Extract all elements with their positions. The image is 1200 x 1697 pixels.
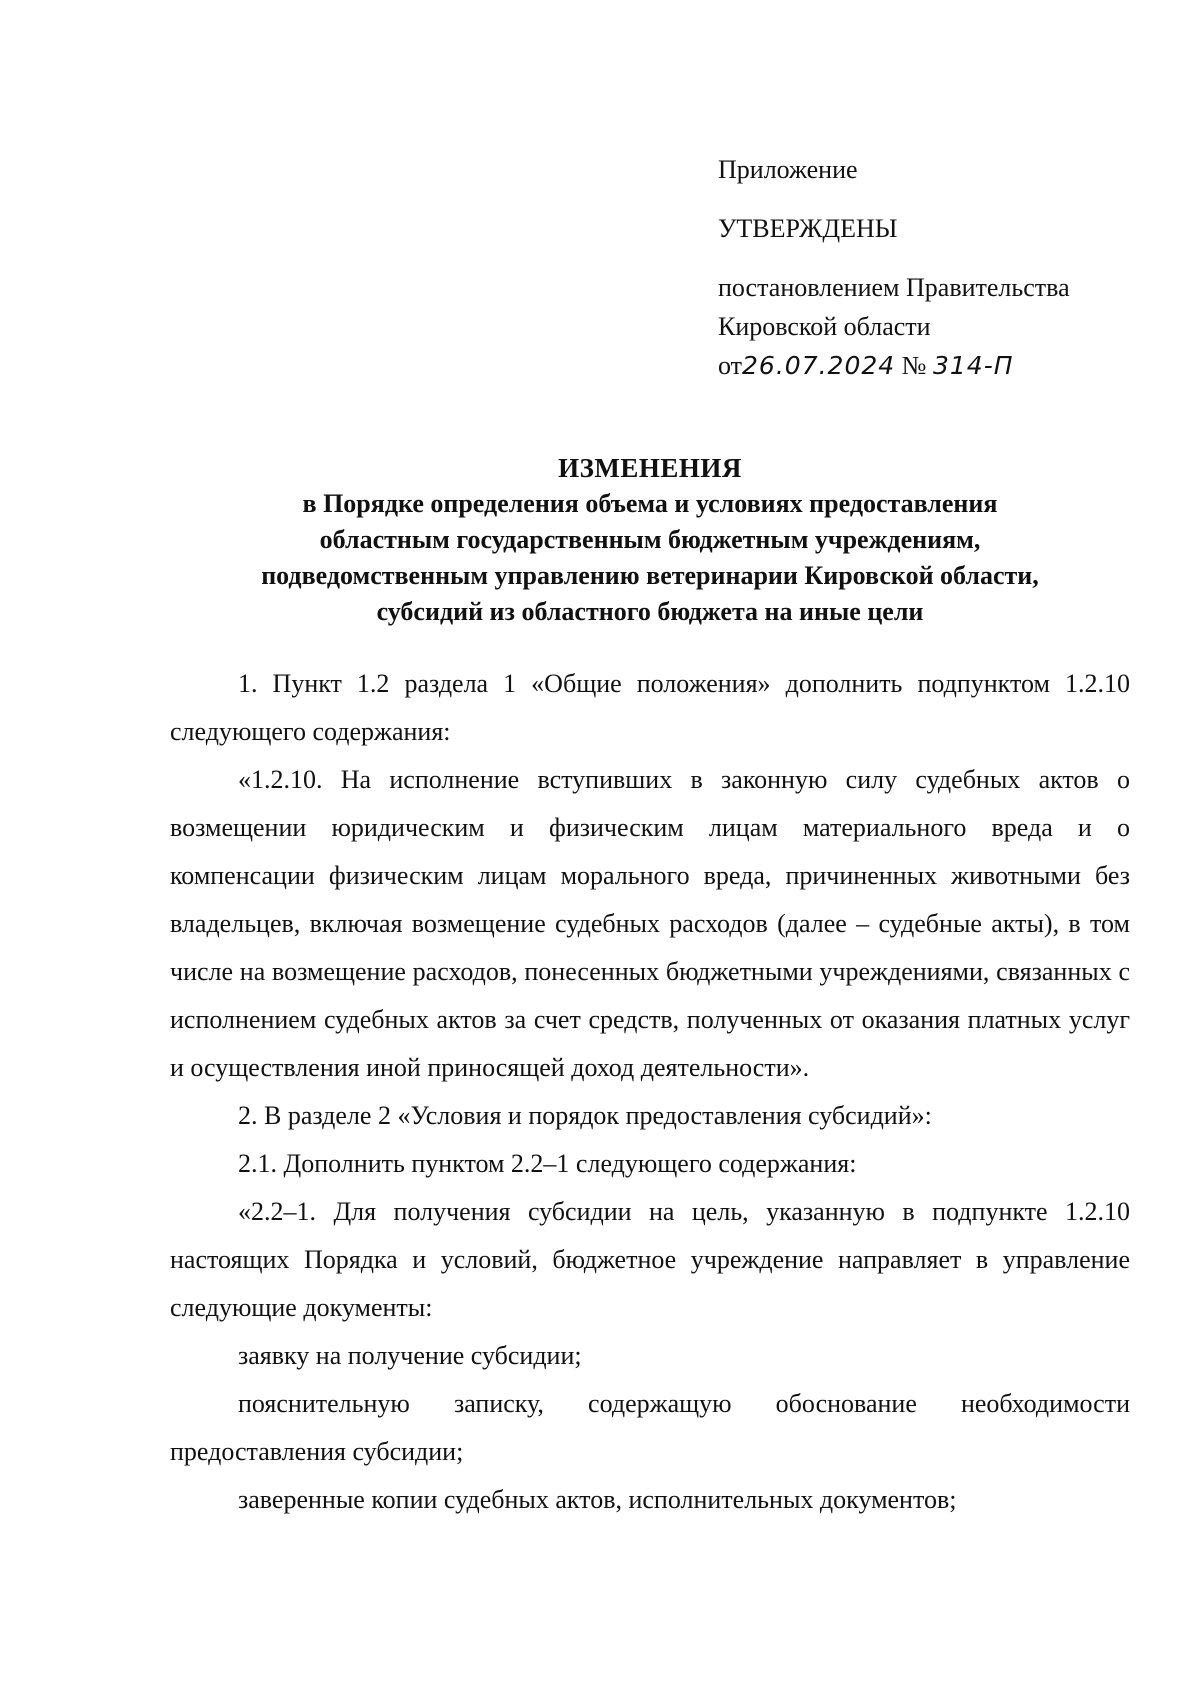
title-main: ИЗМЕНЕНИЯ	[558, 453, 742, 483]
paragraph-7: пояснительную записку, содержащую обоснование необходимости предоставления субсидии;	[170, 1389, 1130, 1466]
number-prefix: №	[901, 351, 927, 380]
paragraph-5: «2.2–1. Для получения субсидии на цель, указанную в подпункте 1.2.10 настоящих Порядка и условий, бюджетное учреждение направляет в управление следующие документы:	[170, 1197, 1130, 1322]
title-line-2: областным государственным бюджетным учреждениям,	[319, 525, 981, 554]
title-line-3: подведомственным управлению ветеринарии Кировской области,	[261, 561, 1039, 590]
paragraph-8: заверенные копии судебных актов, исполнительных документов;	[238, 1485, 957, 1514]
document-body	[170, 660, 1130, 1524]
title-line-1: в Порядке определения объема и условиях предоставления	[302, 489, 998, 518]
document-title	[150, 450, 1150, 630]
approval-block	[718, 150, 1158, 385]
appendix-label: Приложение	[718, 155, 858, 184]
approved-by-line1: постановлением Правительства	[718, 273, 1070, 302]
paragraph-4: 2.1. Дополнить пунктом 2.2–1 следующего содержания:	[238, 1149, 857, 1178]
approved-label: УТВЕРЖДЕНЫ	[718, 214, 898, 243]
date-number-line	[718, 346, 1158, 385]
handwritten-number: 314-П	[932, 351, 1014, 380]
title-line-4: субсидий из областного бюджета на иные цели	[376, 597, 924, 626]
paragraph-2: «1.2.10. На исполнение вступивших в законную силу судебных актов о возмещении юридическим и физическим лицам материального вреда и о компенсации физическим лицам морального вреда, причиненных животными без владельцев, включая возмещение судебных расходов (далее – судебные акты), в том числе на возмещение расходов, понесенных бюджетными учреждениями, связанных с исполнением судебных актов за счет средств, полученных от оказания платных услуг и осуществления иной приносящей доход деятельности».	[170, 765, 1130, 1082]
approved-by-line2: Кировской области	[718, 312, 931, 341]
paragraph-1: 1. Пункт 1.2 раздела 1 «Общие положения» дополнить подпунктом 1.2.10 следующего содержания:	[170, 669, 1130, 746]
handwritten-date: 26.07.2024	[742, 351, 896, 380]
date-prefix: от	[718, 351, 743, 380]
paragraph-3: 2. В разделе 2 «Условия и порядок предоставления субсидий»:	[238, 1101, 932, 1130]
paragraph-6: заявку на получение субсидии;	[238, 1341, 582, 1370]
